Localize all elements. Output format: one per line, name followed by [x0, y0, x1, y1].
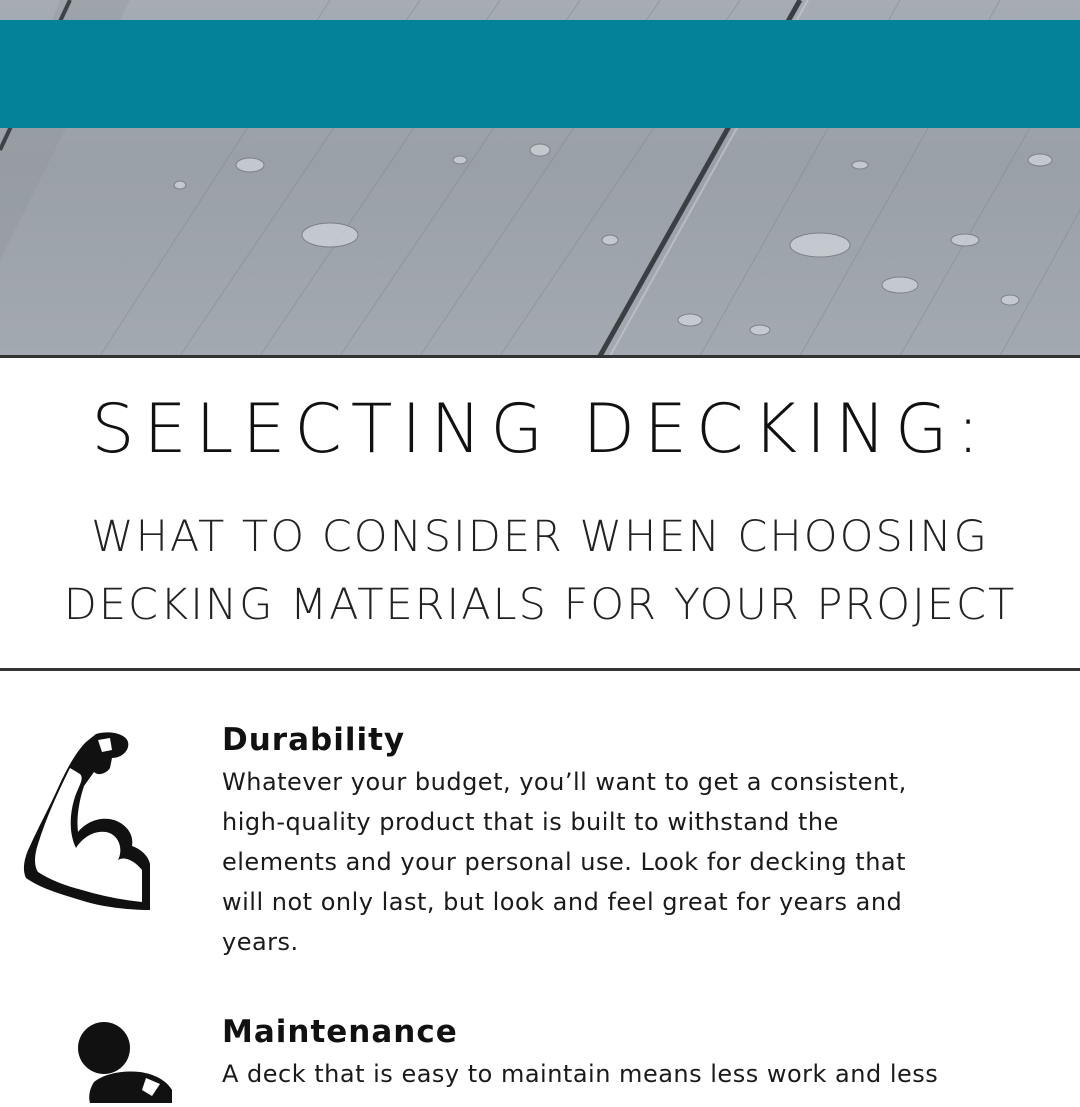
section-durability [222, 722, 1022, 962]
teal-banner [0, 20, 1080, 128]
maintenance-heading: Maintenance [222, 1014, 458, 1050]
durability-line: elements and your personal use. Look for decking that [222, 848, 907, 876]
durability-heading: Durability [222, 722, 406, 758]
page-title: SELECTING DECKING: [91, 390, 989, 469]
person-bending-icon [70, 1020, 180, 1107]
durability-line: high-quality product that is built to withstand the [222, 808, 839, 836]
durability-line: Whatever your budget, you’ll want to get a consistent, [222, 768, 907, 796]
subtitle-line-2: DECKING MATERIALS FOR YOUR PROJECT [63, 580, 1017, 630]
top-divider [0, 355, 1080, 358]
section-maintenance [222, 1014, 1022, 1094]
flexed-arm-icon [14, 728, 159, 917]
durability-line: years. [222, 928, 299, 956]
maintenance-line: A deck that is easy to maintain means less work and less [222, 1060, 939, 1088]
durability-text [222, 762, 1022, 962]
hero-image [0, 0, 1080, 356]
durability-line: will not only last, but look and feel great for years and [222, 888, 903, 916]
maintenance-text [222, 1054, 1022, 1094]
header-divider [0, 668, 1080, 671]
subtitle-line-1: WHAT TO CONSIDER WHEN CHOOSING [91, 512, 989, 562]
